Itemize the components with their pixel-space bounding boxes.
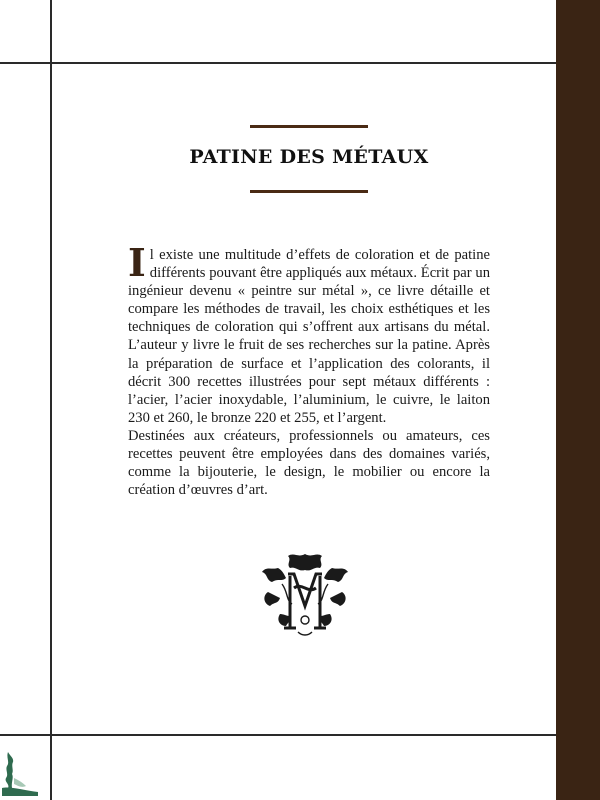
drop-cap: I	[128, 240, 146, 285]
intro-text: l existe une multitude d’effets de coloration et de patine différents pouvant être appliqués aux métaux. Écrit par un ingénieur devenu « peintre sur métal », ce livre détaille et compare les méthodes de travail, les choix esthétiques et les techniques de coloration qui s’offrent aux artisans du métal. L’auteur y livre le fruit de ses recherches sur la patine. Après la préparation de surface et l’application des colorants, il décrit 300 recettes illustrées pour sept métaux différents : l’acier, l’acier inoxydable, l’aluminium, le cuivre, le laiton 230 et 260, le bronze 220 et 255, et l’argent.	[128, 247, 490, 426]
brown-side-band	[556, 0, 600, 800]
page-title: PATINE DES MÉTAUX	[189, 146, 429, 168]
description-text	[128, 240, 490, 499]
title-rule-top	[250, 125, 368, 128]
tree-illustration-icon	[0, 748, 40, 798]
left-vertical-rule	[50, 0, 52, 800]
ornamental-monogram-icon	[258, 548, 352, 640]
title-rule-bottom	[250, 190, 368, 193]
intro-paragraph	[128, 240, 490, 427]
top-horizontal-rule	[0, 62, 556, 64]
bottom-horizontal-rule	[0, 734, 556, 736]
second-paragraph: Destinées aux créateurs, professionnels ou amateurs, ces recettes peuvent être employées dans des domaines variés, comme la bijouterie, le design, le mobilier ou encore la création d’œuvres d’art.	[128, 427, 490, 499]
